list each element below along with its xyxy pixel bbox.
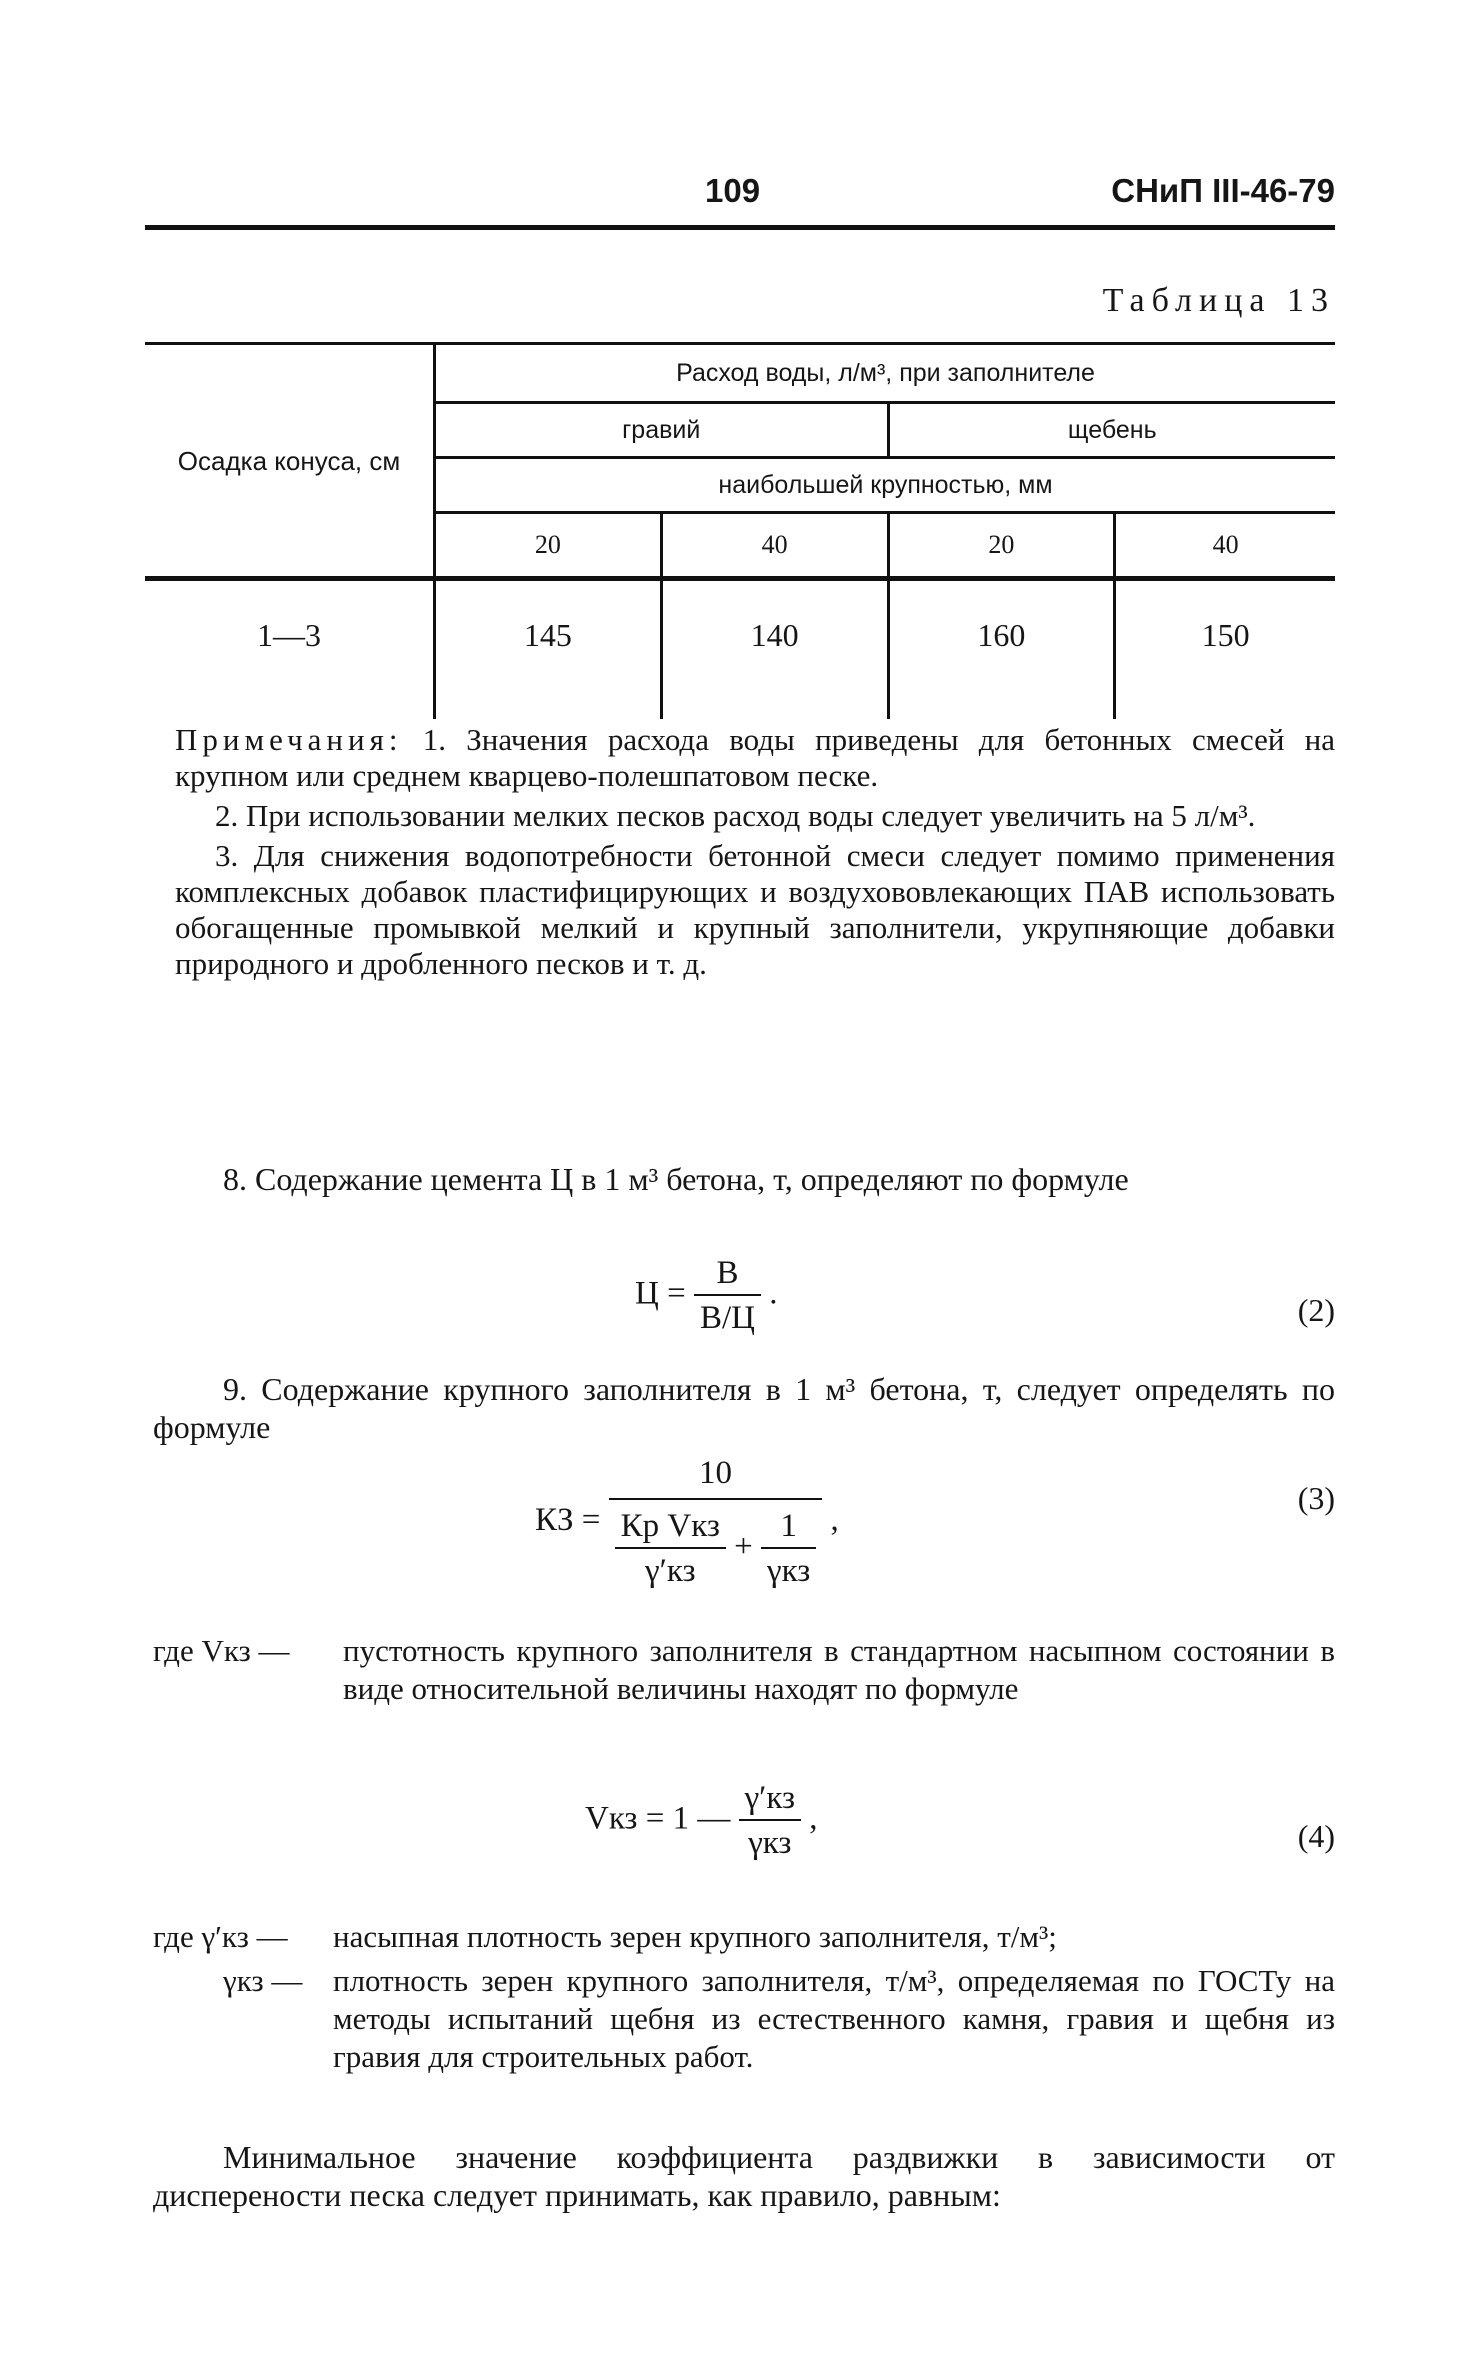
size-header-cell: 20 <box>888 513 1115 579</box>
formula-2: Ц = $\frac{В}{В/Ц}$ . <box>635 1255 778 1336</box>
cone-slump-header: Осадка конуса, см <box>145 344 435 579</box>
document-code: СНиП III-46-79 <box>1111 172 1335 209</box>
equation-number-4: (4) <box>1297 1818 1335 1854</box>
formula-3-numerator: 10 <box>609 1455 823 1500</box>
max-size-header: наибольшей крупностью, мм <box>435 458 1336 513</box>
gravel-header: гравий <box>435 403 889 458</box>
page-header <box>145 172 1335 222</box>
table-caption: Таблица 13 <box>1102 282 1335 319</box>
formula-4: Vкз = 1 — $\frac{\gamma'кз}{\text{γкз}}$ , <box>585 1780 818 1861</box>
definition-bulk-density <box>153 1918 1335 1958</box>
definition-body: пустотность крупного заполнителя в стандартном насыпном состоянии в виде относительной величины находят по формуле <box>343 1633 1335 1706</box>
value-cell: 150 <box>1201 616 1250 653</box>
equation-number-2: (2) <box>1297 1292 1335 1328</box>
table-notes <box>175 722 1335 986</box>
value-cell: 145 <box>435 579 662 720</box>
definition-grain-density <box>153 1962 1335 2122</box>
paragraph-9: 9. Содержание крупного заполнителя в 1 м³ бетона, т, следует определять по формуле <box>153 1371 1335 1445</box>
document-page <box>145 0 1335 2361</box>
formula-3-lhs: КЗ = <box>535 1502 601 1539</box>
notes-title: Примечания: <box>175 722 403 757</box>
formula-3: КЗ = 10 $\frac{\text{Кр Vкз}}{\gamma'кз}$ + $\frac{1}{\text{γкз}}$ , <box>535 1455 839 1589</box>
paragraph-8: 8. Содержание цемента Ц в 1 м³ бетона, т, определяют по формуле <box>223 1161 1129 1197</box>
definition-void-ratio <box>153 1632 1335 1752</box>
formula-4-numerator: γ′кз <box>739 1780 801 1821</box>
page-number: 109 <box>705 172 761 209</box>
definition-body: насыпная плотность зерен крупного заполнителя, т/м³; <box>333 1919 1057 1954</box>
note-1: 1. Значения расхода воды приведены для бетонных смесей на крупном или среднем кварцево-полешпатовом песке. <box>175 722 1336 793</box>
formula-4-denominator: γкз <box>748 1825 792 1861</box>
value-cell: 140 <box>661 579 888 720</box>
formula-4-fraction <box>739 1780 801 1862</box>
header-rule <box>145 225 1335 230</box>
formula-2-numerator: В <box>694 1255 761 1296</box>
water-consumption-header: Расход воды, л/м³, при заполнителе <box>435 344 1336 403</box>
crushed-stone-header: щебень <box>888 403 1335 458</box>
note-2: 2. При использовании мелких песков расход воды следует увеличить на 5 л/м³. <box>215 798 1256 833</box>
size-header-cell: 40 <box>661 513 888 579</box>
definition-term: γкз — <box>223 1963 303 1998</box>
formula-2-fraction <box>694 1255 761 1337</box>
equation-number-3: (3) <box>1297 1480 1335 1516</box>
note-3: 3. Для снижения водопотребности бетонной смеси следует помимо применения комплексных добавок пластифицирующих и воздухововлекающих ПАВ использовать обогащенные промывкой мелкий и крупный заполнители, укрупняющие добавки природного и дробленного песков и т. д. <box>175 838 1335 981</box>
water-consumption-table <box>145 342 1335 719</box>
paragraph-final: Минимальное значение коэффициента раздвижки в зависимости от дисперености песка следует принимать, как правило, равным: <box>153 2139 1335 2213</box>
formula-3-fraction <box>609 1455 823 1590</box>
table-row <box>145 579 1335 720</box>
row-label-cell: 1—3 <box>145 579 435 720</box>
size-header-cell: 20 <box>435 513 662 579</box>
definition-body: плотность зерен крупного заполнителя, т/м³, определяемая по ГОСТу на методы испытаний щебня из естественного камня, гравия и щебня из гравия для строительных работ. <box>333 1963 1335 2074</box>
size-header-cell: 40 <box>1212 530 1239 559</box>
formula-3-denominator: $\frac{\text{Кр Vкз}}{\gamma'кз}$ + $\frac{1}{\text{γкз}}$ <box>609 1500 823 1590</box>
definition-term: где Vкз — <box>153 1633 290 1668</box>
formula-4-lhs: Vкз = 1 — <box>585 1800 731 1837</box>
definition-term: где γ′кз — <box>153 1919 288 1954</box>
formula-2-denominator: В/Ц <box>699 1300 755 1336</box>
value-cell: 160 <box>888 579 1115 720</box>
formula-2-lhs: Ц = <box>635 1275 686 1312</box>
